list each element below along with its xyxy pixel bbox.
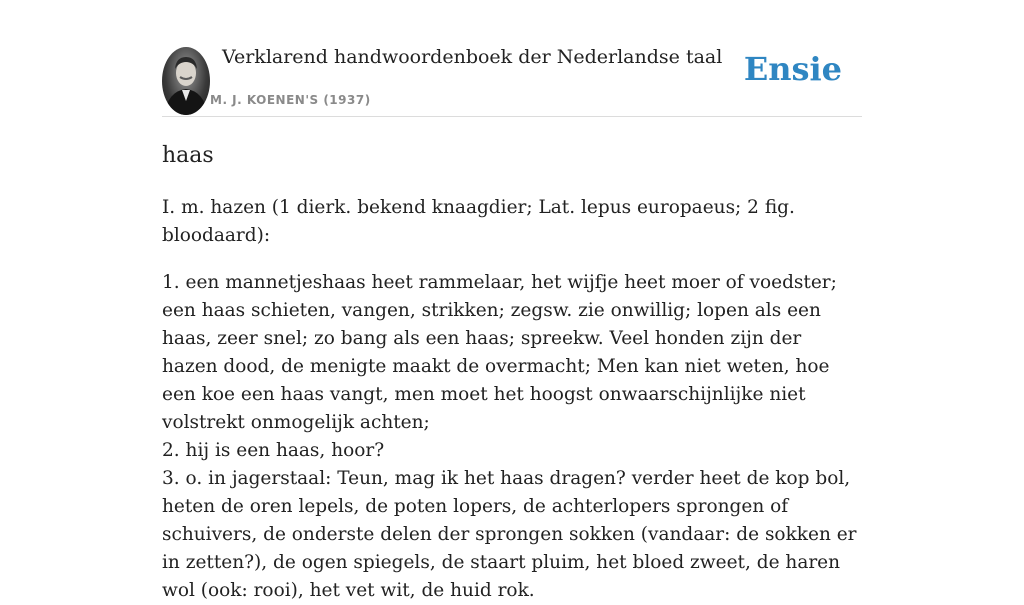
site-header xyxy=(162,0,862,117)
entry-content xyxy=(162,194,862,605)
entry-headword: haas xyxy=(162,143,214,168)
entry-sense-1: 1. een mannetjeshaas heet rammelaar, het wijfje heet moer of voedster; een haas schieten, vangen, strikken; zegsw. zie onwillig; lopen als een haas, zeer snel; zo bang als een haas; spreekw. Veel honden zijn der hazen dood, de menigte maakt de overmacht; Men kan niet weten, hoe een koe een haas vangt, men moet het hoogst onwaarschijnlijke niet volstrekt onmogelijk achten; xyxy=(162,272,837,433)
dictionary-subtitle: M. J. KOENEN'S (1937) xyxy=(210,93,371,107)
dictionary-title: Verklarend handwoordenboek der Nederlandse taal xyxy=(222,46,723,68)
entry-sense-2: 2. hij is een haas, hoor? xyxy=(162,440,385,461)
portrait-graphic xyxy=(162,47,210,115)
entry-intro: I. m. hazen (1 dierk. bekend knaagdier; Lat. lepus europaeus; 2 fig. bloodaard): xyxy=(162,197,795,246)
ensie-logo-link[interactable]: Ensie xyxy=(743,50,842,88)
entry-senses xyxy=(162,269,862,605)
page xyxy=(162,0,862,605)
entry-sense-3: 3. o. in jagerstaal: Teun, mag ik het haas dragen? verder heet de kop bol, heten de oren lepels, de poten lopers, de achterlopers sprongen of schuivers, de onderste delen der sprongen sokken (vandaar: de sokken er in zetten?), de ogen spiegels, de staart pluim, het bloed zweet, de haren wol (ook: rooi), het vet wit, de huid rok. xyxy=(162,468,857,601)
author-portrait-icon xyxy=(162,47,210,115)
